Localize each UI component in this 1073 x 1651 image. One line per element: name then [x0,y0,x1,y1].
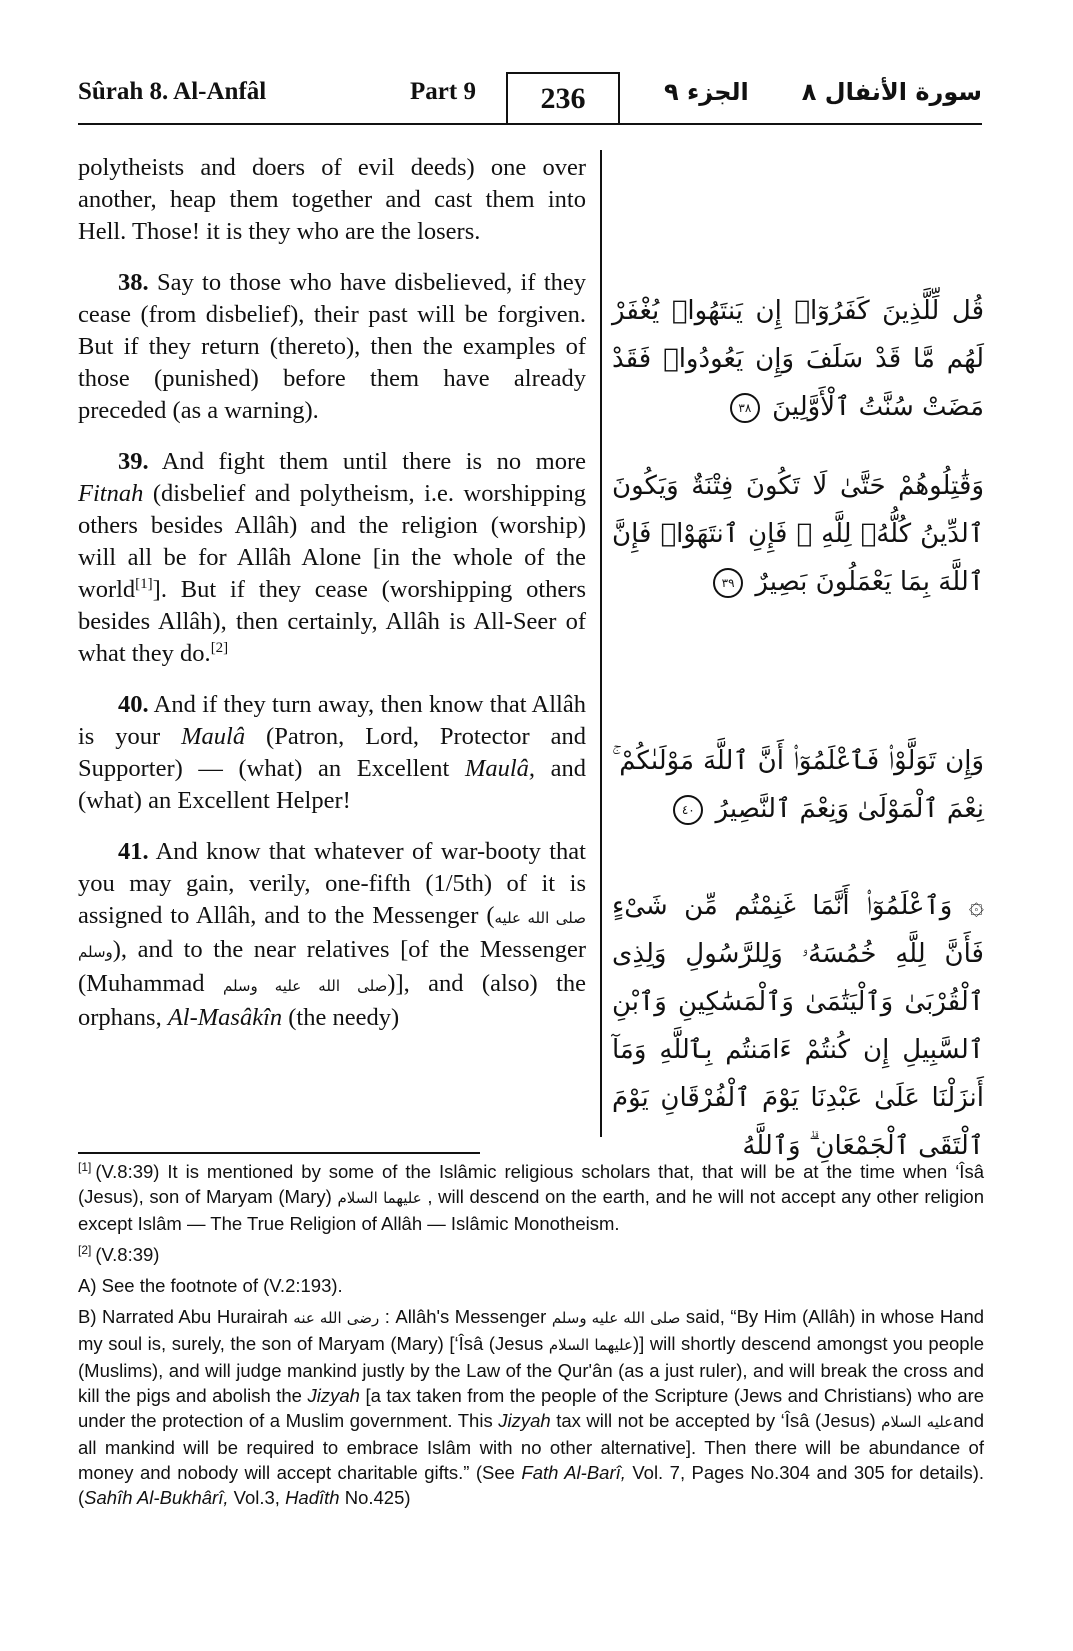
verse-text: )], and (also) the orphans, [78,970,587,1031]
verse-38-arabic [612,287,984,431]
footnote-text: and all mankind will be required to embrace Islâm with no other alternative]. Then there will be abundance of money and nobody will accept charitable gifts.” (See [78,1410,985,1483]
footnote-text: Vol.3, [233,1487,280,1508]
ayah-number-icon: ٤٠ [673,795,703,825]
salutation-arabic: صلى الله عليه وسلم [551,1309,681,1327]
footnote-text: Vol. 7, Pages No.304 and 305 for details). ( [78,1462,984,1508]
term-jizyah: Jizyah [307,1385,360,1406]
verse-number: 40. [118,691,149,718]
salutation-arabic: رضى الله عنه [293,1309,380,1327]
verse-text: (the needy) [288,1004,400,1031]
verse-text: And know that whatever of war-booty that you may gain, verily, one-fifth (1/5th) of it is assigned to Allâh, and to the Messenger ( [78,838,586,929]
footnote-text: (V.8:39) [95,1244,160,1265]
footnote-text: said, “By Him (Allâh) in whose Hand my soul is, surely, the son of Maryam (Mary) [‘Îsâ (Jesus [78,1306,985,1354]
verse-text: Say to those who have disbelieved, if they cease (from disbelief), their past will be forgiven. But if they return (thereto), then the examples of those (punished) before them have already preceded (as a warning). [78,269,586,424]
reference-fath-al-bari: Fath Al-Barî, [521,1462,626,1483]
salutation-arabic: عليهما السلام [337,1189,422,1207]
verse-39-translation [78,446,586,670]
verse-text: And if they turn away, then know that Allâh is your [78,691,586,750]
verse-40-arabic [612,737,984,833]
continued-paragraph [78,152,586,248]
footnote-2 [78,1242,984,1267]
surah-title-arabic: سورة الأنفال ٨ [801,78,982,106]
verse-text: and (what) an Excellent Helper! [78,755,587,814]
page-number: 236 [506,72,620,124]
footnote-2-part-a [78,1273,984,1298]
verse-number: 39. [118,448,149,475]
verse-text: And fight them until there is no more [161,448,586,475]
verse-41-translation [78,836,586,1034]
term-fitnah: Fitnah [78,480,144,507]
part-label-english: Part 9 [410,78,476,105]
verse-text: ]. But if they cease (worshipping others besides Allâh), then certainly, Allâh is All-Seer of what they do. [78,576,586,667]
part-label-arabic: الجزء ٩ [664,78,749,106]
arabic-verse-text: ۞ وَٱعْلَمُوٓا۟ أَنَّمَا غَنِمْتُم مِّن شَىْءٍ فَأَنَّ لِلَّهِ خُمُسَهُۥ وَلِلرَّسُولِ وَلِذِى ٱلْقُرْبَىٰ وَٱلْيَتَٰمَىٰ وَٱلْمَسَٰكِينِ وَٱبْنِ ٱلسَّبِيلِ إِن كُنتُمْ ءَامَنتُم بِٱللَّهِ وَمَآ أَنزَلْنَا عَلَىٰ عَبْدِنَا يَوْمَ ٱلْفُرْقَانِ يَوْمَ ٱلْتَقَى ٱلْجَمْعَانِ ۗ وَٱللَّهُ [612,891,984,1161]
footnote-ref-2[interactable]: [2] [210,639,229,656]
arabic-verse-text: وَإِن تَوَلَّوْا۟ فَٱعْلَمُوٓا۟ أَنَّ ٱللَّهَ مَوْلَىٰكُمْ ۚ نِعْمَ ٱلْمَوْلَىٰ وَنِعْمَ ٱلنَّصِيرُ [612,746,984,824]
term-maula: Maulâ [181,723,246,750]
page-header [78,72,982,124]
footnote-text: A) See the footnote of (V.2:193). [78,1275,343,1296]
continued-text: polytheists and doers of evil deeds) one over another, heap them together and cast them into Hell. Those! it is they who are the losers. [78,154,586,245]
footnote-text: : Allâh's Messenger [384,1306,547,1327]
salutation-arabic: صلى الله عليه وسلم [78,909,586,961]
column-divider [600,150,602,1137]
term-maula: Maulâ, [464,755,536,782]
header-rule [78,123,982,125]
verse-41-arabic [612,882,984,1170]
arabic-verse-text: قُل لِّلَّذِينَ كَفَرُوٓا۟ إِن يَنتَهُوا۟ يُغْفَرْ لَهُم مَّا قَدْ سَلَفَ وَإِن يَعُودُوا۟ فَقَدْ مَضَتْ سُنَّتُ ٱلْأَوَّلِينَ [612,296,984,422]
surah-title-english: Sûrah 8. Al-Anfâl [78,78,267,105]
footnote-text: [a tax taken from the people of the Scripture (Jews and Christians) who are under the protection of a Muslim government. This [78,1385,985,1431]
verse-38-translation [78,267,586,427]
term-hadith: Hadîth [285,1487,340,1508]
salutation-arabic: صلى الله عليه وسلم [222,977,388,995]
verse-text: ), and to the near relatives [of the Messenger (Muhammad [78,936,586,997]
reference-sahih-bukhari: Sahîh Al-Bukhârî, [84,1487,229,1508]
footnote-ref-1[interactable]: [1] [135,575,153,592]
footnote-1 [78,1159,984,1236]
footnote-marker: [1] [78,1159,92,1174]
term-masakin: Al-Masâkîn [167,1004,283,1031]
footnote-text: (V.8:39) It is mentioned by some of the Islâmic religious scholars that, that will be at the time when ‘Îsâ (Jesus), son of Maryam (Mary) [78,1161,984,1207]
english-translation-column [78,152,586,1053]
footnote-2-part-b [78,1304,984,1510]
footnote-text: , will descend on the earth, and he will not accept any other religion except Islâm — The True Religion of Allâh — Islâmic Monotheism. [78,1186,985,1234]
footnote-text: tax will not be accepted by ‘Îsâ (Jesus) [556,1410,876,1431]
verse-number: 38. [118,269,149,296]
verse-number: 41. [118,838,149,865]
verse-39-arabic [612,462,984,606]
footnote-text: No.425) [344,1487,411,1508]
verse-40-translation [78,689,586,817]
footnote-text: )] will shortly descend amongst you people (Muslims), and will judge mankind justly by the Law of the Qur'ân (as a just ruler), and will break the cross and kill the pigs and abolish the [78,1333,984,1406]
ayah-number-icon: ٣٨ [730,393,760,423]
ayah-number-icon: ٣٩ [713,568,743,598]
term-jizyah: Jizyah [498,1410,551,1431]
verse-text: (disbelief and polytheism, i.e. worshipping others besides Allâh) and the religion (worship) will all be for Allâh Alone [in the whole of the world [78,480,587,603]
salutation-arabic: عليهما السلام [548,1336,633,1354]
arabic-verse-text: وَقَٰتِلُوهُمْ حَتَّىٰ لَا تَكُونَ فِتْنَةٌ وَيَكُونَ ٱلدِّينُ كُلُّهُۥ لِلَّهِ ۚ فَإِنِ ٱنتَهَوْا۟ فَإِنَّ ٱللَّهَ بِمَا يَعْمَلُونَ بَصِيرٌ [612,471,984,597]
verse-text: (Patron, Lord, Protector and Supporter) — (what) an Excellent [78,723,587,782]
footnote-text: B) Narrated Abu Hurairah [78,1306,288,1327]
salutation-arabic: عليه السلام [881,1413,954,1431]
footnotes [78,1159,984,1516]
footnote-marker: [2] [78,1242,92,1257]
footnote-rule [78,1152,480,1154]
